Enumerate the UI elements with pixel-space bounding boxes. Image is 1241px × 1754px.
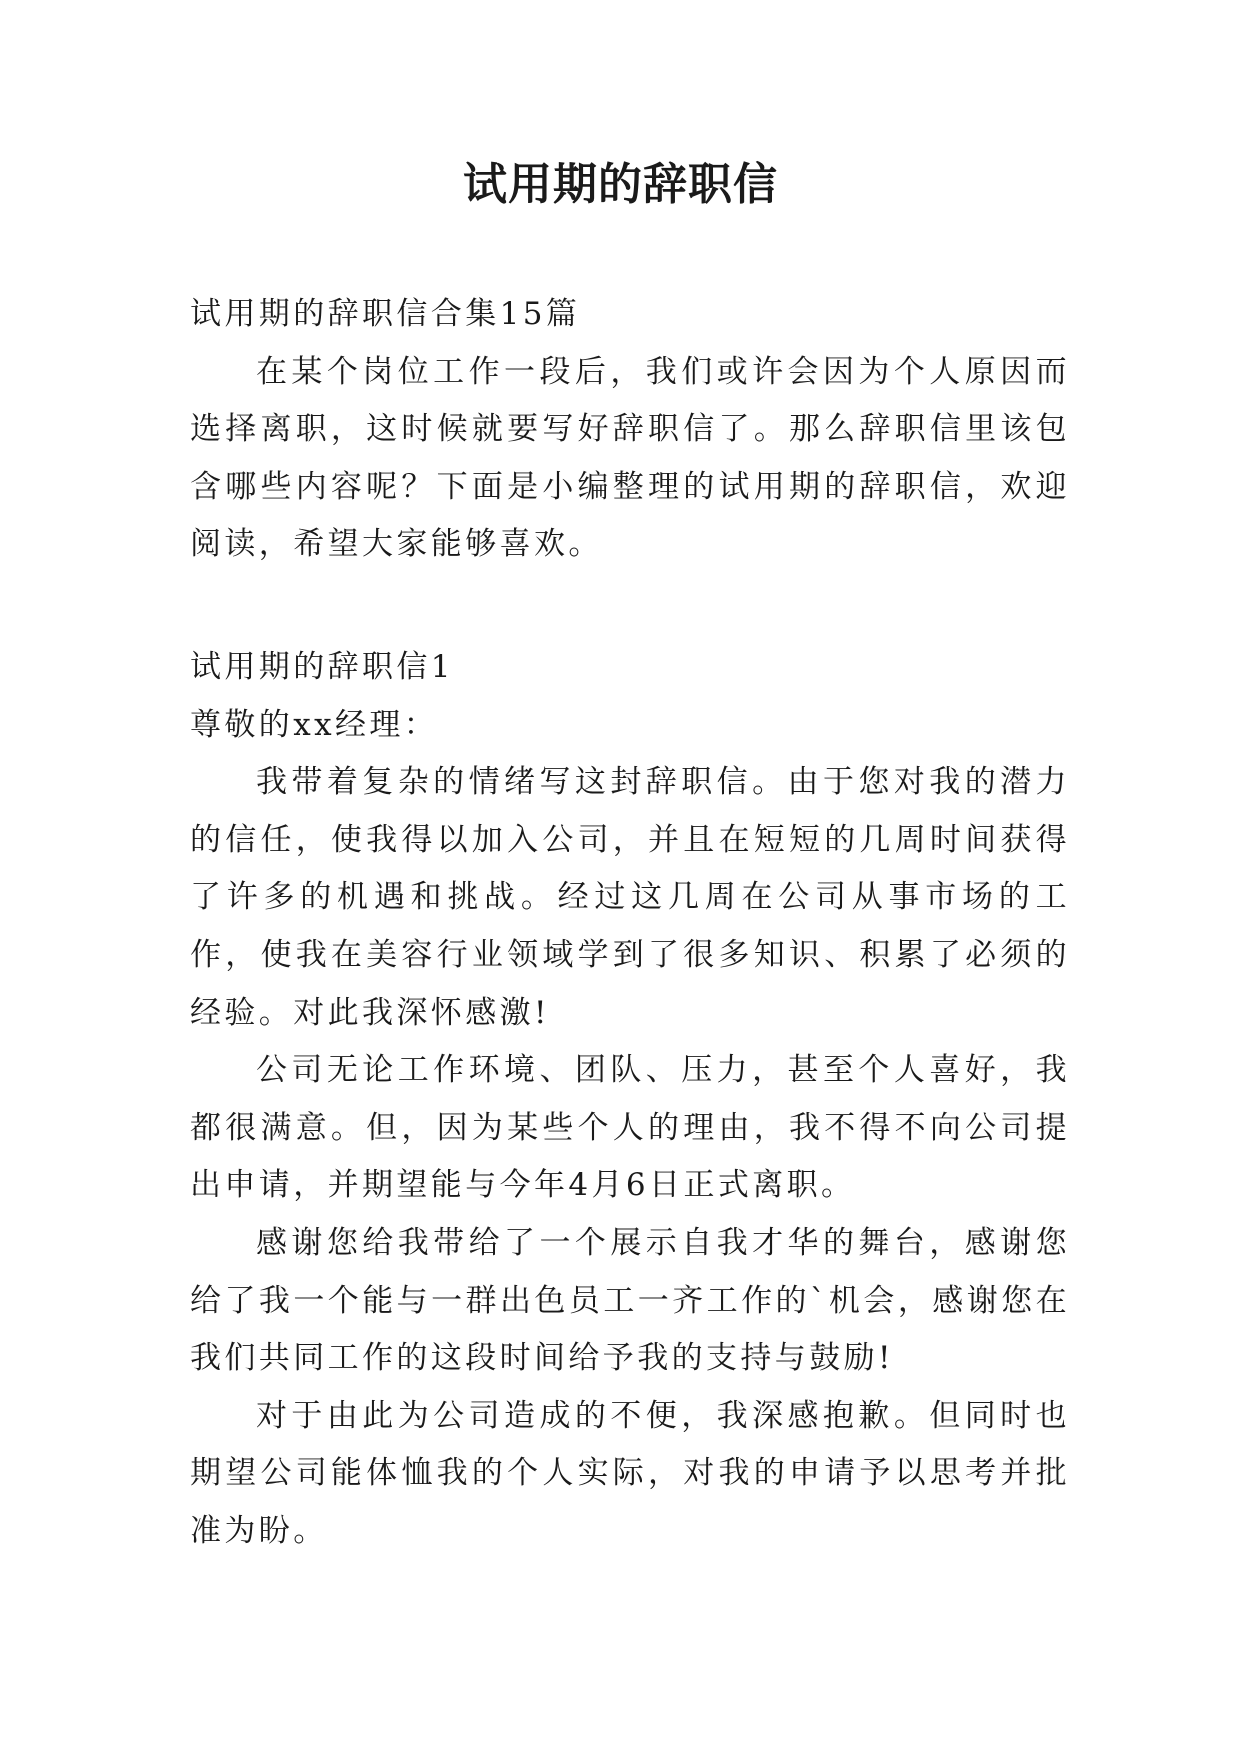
letter-paragraph: 感谢您给我带给了一个展示自我才华的舞台，感谢您给了我一个能与一群出色员工一齐工作的`机会，感谢您在我们共同工作的这段时间给予我的支持与鼓励! <box>190 1224 1070 1377</box>
intro-paragraph: 在某个岗位工作一段后，我们或许会因为个人原因而选择离职，这时候就要写好辞职信了。那么辞职信里该包含哪些内容呢？下面是小编整理的试用期的辞职信，欢迎阅读，希望大家能够喜欢。 <box>190 353 1070 563</box>
collection-subtitle: 试用期的辞职信合集15篇 <box>190 296 581 332</box>
letter-heading: 试用期的辞职信1 <box>190 648 454 685</box>
document-body <box>190 286 1070 1560</box>
letter-salutation: 尊敬的xx经理： <box>190 706 439 743</box>
document-title: 试用期的辞职信 <box>463 159 778 210</box>
letter-paragraph: 对于由此为公司造成的不便，我深感抱歉。但同时也期望公司能体恤我的个人实际，对我的申请予以思考并批准为盼。 <box>190 1397 1070 1549</box>
letter-paragraph: 公司无论工作环境、团队、压力，甚至个人喜好，我都很满意。但，因为某些个人的理由，我不得不向公司提出申请，并期望能与今年4月6日正式离职。 <box>190 1052 1070 1204</box>
section-spacer <box>190 574 1070 639</box>
letter-paragraph: 我带着复杂的情绪写这封辞职信。由于您对我的潜力的信任，使我得以加入公司，并且在短短的几周时间获得了许多的机遇和挑战。经过这几周在公司从事市场的工作，使我在美容行业领域学到了很多知识、积累了必须的经验。对此我深怀感激! <box>190 764 1070 1031</box>
